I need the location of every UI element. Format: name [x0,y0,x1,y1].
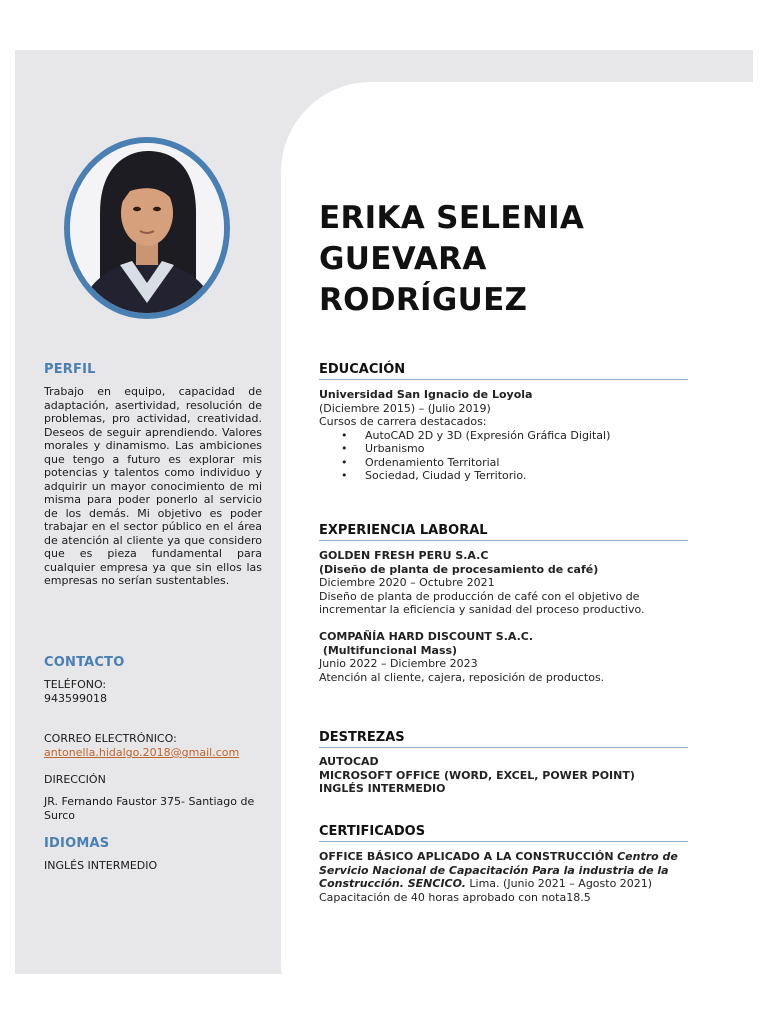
contacto-heading: CONTACTO [44,655,125,670]
courses-label: Cursos de carrera destacados: [319,415,487,428]
skill-item: AUTOCAD [319,755,379,768]
perfil-heading: PERFIL [44,362,96,377]
list-item: • Urbanismo [319,442,688,456]
certificate-course: OFFICE BÁSICO APLICADO A LA CONSTRUCCIÓN [319,850,614,863]
perfil-text: Trabajo en equipo, capacidad de adaptación, asertividad, resolución de problemas, pro actividad, creatividad. Deseos de seguir aprendiendo. Valores morales y dinamismo. Las ambiciones que tengo a futuro es explorar mis potencias y talentos como individuo y adquirir un mayor conocimiento de mi misma para poder ponerlo al servicio de los demás. Mi objetivo es poder trabajar en el sector público en el área de atención al cliente ya que considero que es pieza fundamental para cualquier empresa ya que sin ellos las empresas no serían sustentables. [44,385,262,587]
full-name [319,198,584,321]
job-entry [319,549,688,617]
skill-item: MICROSOFT OFFICE (WORD, EXCEL, POWER POINT) [319,768,635,782]
certificates-heading: CERTIFICADOS [319,824,688,842]
education-heading: EDUCACIÓN [319,362,688,380]
job-entry [319,630,688,684]
email-link[interactable]: antonella.hidalgo.2018@gmail.com [44,746,240,759]
job-dates: Junio 2022 – Diciembre 2023 [319,657,478,670]
courses-list [319,429,688,483]
correo-label: CORREO ELECTRÓNICO: [44,732,177,745]
job-description: Diseño de planta de producción de café con el objetivo de incrementar la eficiencia y sanidad del proceso productivo. [319,589,645,616]
company-name: COMPAÑÍA HARD DISCOUNT S.A.C. [319,630,534,643]
job-description: Atención al cliente, cajera, reposición de productos. [319,670,605,684]
skills-list [319,755,688,796]
telefono-label: TELÉFONO: [44,678,107,691]
list-item: • Sociedad, Ciudad y Territorio. [319,469,688,483]
person-photo [70,143,224,313]
job-role: (Multifuncional Mass) [319,643,458,657]
certificate-institution: Centro de Servicio Nacional de Capacitación Para la industria de la Construcción. SENCICO. [319,850,678,890]
name-line: GUEVARA [319,241,487,277]
name-line: RODRÍGUEZ [319,282,528,318]
telefono-value: 943599018 [44,692,107,705]
job-role: (Diseño de planta de procesamiento de café) [319,562,599,576]
company-name: GOLDEN FRESH PERU S.A.C [319,549,489,562]
person-photo-icon [70,143,224,313]
school-name: Universidad San Ignacio de Loyola [319,388,533,401]
skill-item: INGLÉS INTERMEDIO [319,782,446,795]
education-block [319,388,688,483]
certificate-location-dates: Lima. (Junio 2021 – Agosto 2021) [469,877,653,890]
certificate-detail: Capacitación de 40 horas aprobado con nota18.5 [319,890,591,904]
certificate-entry [319,850,688,904]
idiomas-value: INGLÉS INTERMEDIO [44,859,158,872]
name-line: ERIKA SELENIA [319,200,585,236]
idiomas-heading: IDIOMAS [44,836,110,851]
education-dates: (Diciembre 2015) – (Julio 2019) [319,401,491,415]
list-item: • AutoCAD 2D y 3D (Expresión Gráfica Digital) [319,429,688,443]
direccion-value: JR. Fernando Faustor 375- Santiago de Surco [44,795,255,822]
direccion-label: DIRECCIÓN [44,773,106,786]
list-item: • Ordenamiento Territorial [319,456,688,470]
job-dates: Diciembre 2020 – Octubre 2021 [319,576,495,589]
skills-heading: DESTREZAS [319,730,688,748]
experience-heading: EXPERIENCIA LABORAL [319,523,688,541]
